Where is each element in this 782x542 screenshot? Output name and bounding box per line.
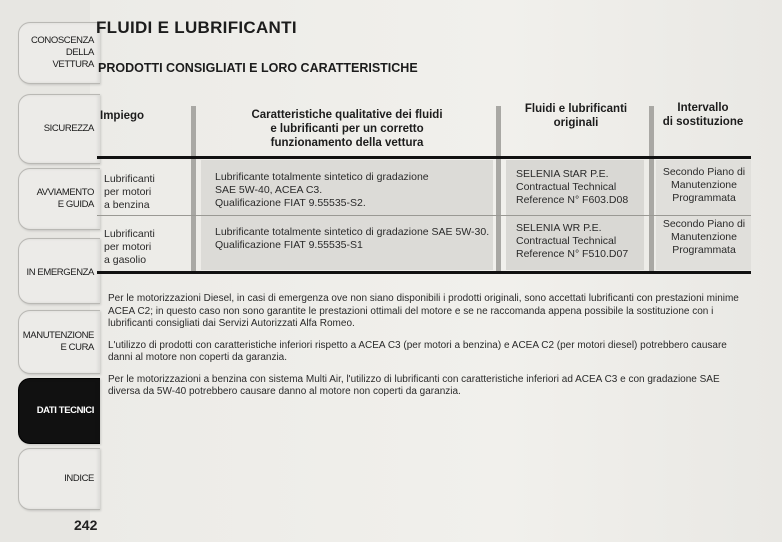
header-rule: [97, 156, 751, 159]
tab-conoscenza-della-vettura[interactable]: [18, 22, 100, 84]
tab-avviamento-e-guida[interactable]: [18, 168, 100, 230]
row-gasolio-spec: Lubrificante totalmente sintetico di gradazione SAE 5W-30. Qualificazione FIAT 9.55535-S1: [215, 226, 490, 251]
tab-sicurezza[interactable]: [18, 94, 100, 164]
tab-manutenzione-e-cura[interactable]: [18, 310, 100, 374]
column-divider: [191, 106, 196, 274]
col-header-caratteristiche: Caratteristiche qualitative dei fluidi e lubrificanti per un corretto funzionamento della vettura: [251, 109, 443, 149]
row-gasolio-use: Lubrificanti per motori a gasolio: [104, 228, 155, 266]
tab-dati-tecnici[interactable]: [18, 378, 100, 444]
col-header-impiego: Impiego: [100, 110, 145, 122]
tab-label: MANUTENZIONE E CURA: [22, 330, 94, 353]
lubricants-table: [97, 98, 751, 278]
bottom-rule: [97, 271, 751, 274]
page-title: FLUIDI E LUBRIFICANTI: [96, 18, 297, 37]
section-subtitle: PRODOTTI CONSIGLIATI E LORO CARATTERISTICHE: [98, 61, 418, 75]
note-inferior-products: L'utilizzo di prodotti con caratteristiche inferiori rispetto a ACEA C3 (per motori a benzina) e ACEA C2 (per motori diesel) potrebbero causare danni al motore non coperti da garanzia.: [108, 339, 727, 363]
tab-label: INDICE: [64, 473, 94, 484]
col-header-fluidi-originali: Fluidi e lubrificanti originali: [524, 103, 628, 129]
tab-indice[interactable]: [18, 448, 100, 510]
row-benzina-interval: Secondo Piano di Manutenzione Programmata: [662, 166, 746, 204]
row-benzina-product: SELENIA StAR P.E. Contractual Technical Reference N° F603.D08: [516, 168, 629, 206]
column-divider: [649, 106, 654, 274]
row-benzina-use: Lubrificanti per motori a benzina: [104, 173, 155, 211]
row-separator: [97, 215, 751, 216]
tab-label: SICUREZZA: [43, 123, 94, 134]
row-gasolio-product: SELENIA WR P.E. Contractual Technical Reference N° F510.D07: [516, 222, 629, 260]
column-divider: [496, 106, 501, 274]
col-header-intervallo: Intervallo di sostituzione: [662, 102, 744, 128]
tab-label: IN EMERGENZA: [26, 267, 94, 278]
page-number: 242: [74, 517, 98, 533]
tab-label: CONOSCENZA DELLA VETTURA: [30, 35, 94, 70]
notes-section: [108, 293, 753, 408]
row-benzina-spec: Lubrificante totalmente sintetico di gradazione SAE 5W-40, ACEA C3. Qualificazione FIAT 9.55535-S2.: [215, 171, 429, 209]
tab-in-emergenza[interactable]: [18, 238, 100, 304]
note-diesel-emergency: Per le motorizzazioni Diesel, in casi di emergenza ove non siano disponibili i prodotti originali, sono accettati lubrificanti con prestazioni minime ACEA C2; in questo caso non sono garantite le prestazioni ottimali del motore e se ne raccomanda appena possibile la sostituzione con i lubrificanti consigliati dai Servizi Autorizzati Alfa Romeo.: [108, 293, 739, 329]
tab-label: AVVIAMENTO E GUIDA: [36, 187, 94, 210]
note-multiair: Per le motorizzazioni a benzina con sistema Multi Air, l'utilizzo di lubrificanti con caratteristiche inferiori ad ACEA C3 e con gradazione SAE diversa da 5W-40 potrebbero causare danno al motore non coperti da garanzia.: [108, 373, 720, 397]
tab-label: DATI TECNICI: [36, 405, 94, 416]
section-tabs: [0, 0, 102, 542]
row-gasolio-interval: Secondo Piano di Manutenzione Programmata: [662, 218, 746, 256]
